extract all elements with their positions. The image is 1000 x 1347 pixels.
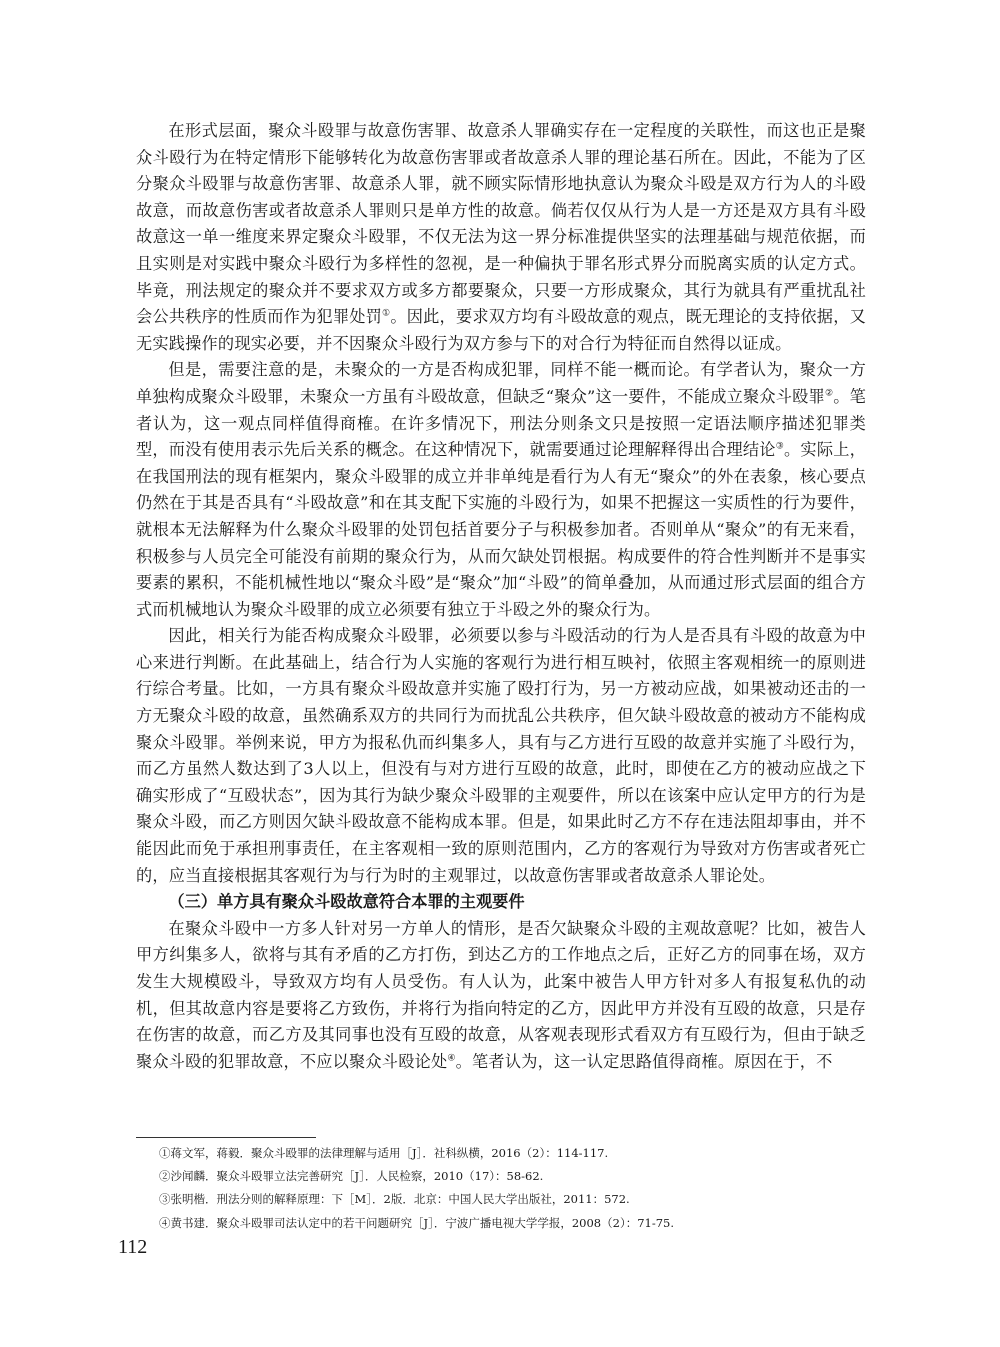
footnote-ref[interactable]: ③ bbox=[775, 441, 785, 452]
paragraph-text: 。笔者认为，这一观点同样值得商榷。在许多情况下，刑法分则条文只是按照一定语法顺序描述犯罪类型，而没有使用表示先后关系的概念。在这种情况下，就需要通过论理解释得出合理结论 bbox=[136, 386, 866, 460]
section-heading: （三）单方具有聚众斗殴故意符合本罪的主观要件 bbox=[168, 892, 525, 912]
footnote-ref[interactable]: ④ bbox=[447, 1053, 456, 1064]
footnote: ④黄书建．聚众斗殴罪司法认定中的若干问题研究［J］．宁波广播电视大学学报，2008（2）：71-75. bbox=[159, 1215, 674, 1230]
footnote: ③张明楷．刑法分则的解释原理：下［M］．2版．北京：中国人民大学出版社，2011：572. bbox=[159, 1192, 630, 1207]
article-body bbox=[136, 118, 866, 1075]
footnote-divider bbox=[136, 1137, 316, 1138]
footnotes bbox=[136, 1142, 866, 1235]
footnote-ref[interactable]: ② bbox=[824, 388, 834, 399]
paragraph-text: 。笔者认为，这一认定思路值得商榷。原因在于，不 bbox=[455, 1051, 833, 1071]
footnote: ①蒋文军，蒋毅．聚众斗殴罪的法律理解与适用［J］．社科纵横，2016（2）：114-117. bbox=[159, 1146, 609, 1160]
paragraph-text: 。因此，要求双方均有斗殴故意的观点，既无理论的支持依据，又无实践操作的现实必要，并不因聚众斗殴行为双方参与下的对合行为特征而自然得以证成。 bbox=[136, 307, 866, 353]
paragraph-text: 在形式层面，聚众斗殴罪与故意伤害罪、故意杀人罪确实存在一定程度的关联性，而这也正是聚众斗殴行为在特定情形下能够转化为故意伤害罪或者故意杀人罪的理论基石所在。因此，不能为了区分聚众斗殴罪与故意伤害罪、故意杀人罪，就不顾实际情形地执意认为聚众斗殴是双方行为人的斗殴故意，而故意伤害或者故意杀人罪则只是单方性的故意。倘若仅仅从行为人是一方还是双方具有斗殴故意这一单一维度来界定聚众斗殴罪，不仅无法为这一界分标准提供坚实的法理基础与规范依据，而且实则是对实践中聚众斗殴行为多样性的忽视，是一种偏执于罪名形式界分而脱离实质的认定方式。毕竟，刑法规定的聚众并不要求双方或多方都要聚众，只要一方形成聚众，其行为就具有严重扰乱社会公共秩序的性质而作为犯罪处罚 bbox=[136, 121, 866, 327]
paragraph-text: 在聚众斗殴中一方多人针对另一方单人的情形，是否欠缺聚众斗殴的主观故意呢？比如，被告人甲方纠集多人，欲将与其有矛盾的乙方打伤，到达乙方的工作地点之后，正好乙方的同事在场，双方发生大规模殴斗，导致双方均有人员受伤。有人认为，此案中被告人甲方针对多人有报复私仇的动机，但其故意内容是要将乙方致伤，并将行为指向特定的乙方，因此甲方并没有互殴的故意，只是存在伤害的故意，而乙方及其同事也没有互殴的故意，从客观表现形式看双方有互殴行为，但由于缺乏聚众斗殴的犯罪故意，不应以聚众斗殴论处 bbox=[136, 918, 866, 1071]
footnote: ②沙闻麟．聚众斗殴罪立法完善研究［J］．人民检察，2010（17）：58-62. bbox=[159, 1169, 544, 1184]
paragraph bbox=[136, 118, 866, 357]
footnote-ref[interactable]: ① bbox=[382, 308, 391, 319]
page-number: 112 bbox=[118, 1236, 148, 1258]
paragraph-text: 因此，相关行为能否构成聚众斗殴罪，必须要以参与斗殴活动的行为人是否具有斗殴的故意为中心来进行判断。在此基础上，结合行为人实施的客观行为进行相互映衬，依照主客观相统一的原则进行综合考量。比如，一方具有聚众斗殴故意并实施了殴打行为，另一方被动应战，如果被动还击的一方无聚众斗殴的故意，虽然确系双方的共同行为而扰乱公共秩序，但欠缺斗殴故意的被动方不能构成聚众斗殴罪。举例来说，甲方为报私仇而纠集多人，具有与乙方进行互殴的故意并实施了斗殴行为，而乙方虽然人数达到了3人以上，但没有与对方进行互殴的故意，此时，即使在乙方的被动应战之下确实形成了“互殴状态”，因为其行为缺少聚众斗殴罪的主观要件，所以在该案中应认定甲方的行为是聚众斗殴，而乙方则因欠缺斗殴故意不能构成本罪。但是，如果此时乙方不存在违法阻却事由，并不能因此而免于承担刑事责任，在主客观相一致的原则范围内，乙方的客观行为导致对方伤害或者死亡的，应当直接根据其客观行为与行为时的主观罪过，以故意伤害罪或者故意杀人罪论处。 bbox=[136, 626, 866, 885]
paragraph bbox=[136, 916, 866, 1076]
paragraph bbox=[136, 623, 866, 889]
paragraph bbox=[136, 357, 866, 623]
paragraph-text: 但是，需要注意的是，未聚众的一方是否构成犯罪，同样不能一概而论。有学者认为，聚众一方单独构成聚众斗殴罪，未聚众一方虽有斗殴故意，但缺乏“聚众”这一要件，不能成立聚众斗殴罪 bbox=[136, 360, 866, 406]
paragraph-text: 。实际上，在我国刑法的现有框架内，聚众斗殴罪的成立并非单纯是看行为人有无“聚众”的外在表象，核心要点仍然在于其是否具有“斗殴故意”和在其支配下实施的斗殴行为，如果不把握这一实质性的行为要件，就根本无法解释为什么聚众斗殴罪的处罚包括首要分子与积极参加者。否则单从“聚众”的有无来看，积极参与人员完全可能没有前期的聚众行为，从而欠缺处罚根据。构成要件的符合性判断并不是事实要素的累积，不能机械性地以“聚众斗殴”是“聚众”加“斗殴”的简单叠加，从而通过形式层面的组合方式而机械地认为聚众斗殴罪的成立必须要有独立于斗殴之外的聚众行为。 bbox=[136, 440, 867, 619]
